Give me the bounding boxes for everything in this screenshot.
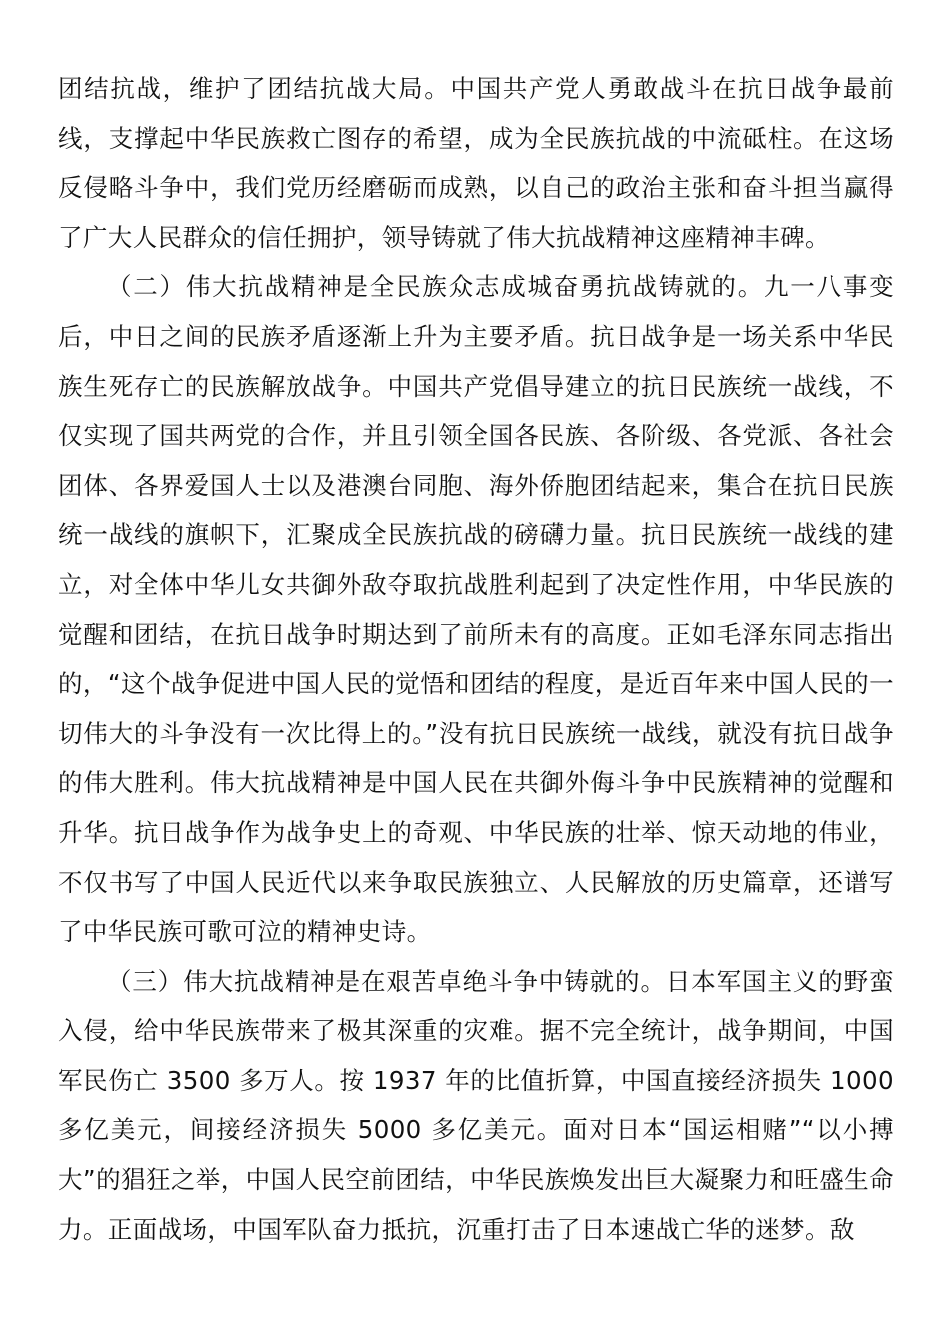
paragraph-section-three: （三）伟大抗战精神是在艰苦卓绝斗争中铸就的。日本军国主义的野蛮入侵，给中华民族带来了极其深重的灾难。据不完全统计，战争期间，中国军民伤亡 3500 多万人。按 1937 年的比值折算，中国直接经济损失 1000 多亿美元，间接经济损失 5000 多亿美元。面对日本“国运相赌”“以小搏大”的猖狂之举，中国人民空前团结，中华民族焕发出巨大凝聚力和旺盛生命力。正面战场，中国军队奋力抵抗，沉重打击了日本速战亡华的迷梦。敌 (58, 966, 894, 1244)
paragraph-section-two: （二）伟大抗战精神是全民族众志成城奋勇抗战铸就的。九一八事变后，中日之间的民族矛盾逐渐上升为主要矛盾。抗日战争是一场关系中华民族生死存亡的民族解放战争。中国共产党倡导建立的抗日民族统一战线，不仅实现了国共两党的合作，并且引领全国各民族、各阶级、各党派、各社会团体、各界爱国人士以及港澳台同胞、海外侨胞团结起来，集合在抗日民族统一战线的旗帜下，汇聚成全民族抗战的磅礴力量。抗日民族统一战线的建立，对全体中华儿女共御外敌夺取抗战胜利起到了决定性作用，中华民族的觉醒和团结，在抗日战争时期达到了前所未有的高度。正如毛泽东同志指出的，“这个战争促进中国人民的觉悟和团结的程度，是近百年来中国人民的一切伟大的斗争没有一次比得上的。”没有抗日民族统一战线，就没有抗日战争的伟大胜利。伟大抗战精神是中国人民在共御外侮斗争中民族精神的觉醒和升华。抗日战争作为战争史上的奇观、中华民族的壮举、惊天动地的伟业，不仅书写了中国人民近代以来争取民族独立、人民解放的历史篇章，还谱写了中华民族可歌可泣的精神史诗。 (58, 272, 894, 947)
paragraph-continuation: 团结抗战，维护了团结抗战大局。中国共产党人勇敢战斗在抗日战争最前线，支撑起中华民族救亡图存的希望，成为全民族抗战的中流砥柱。在这场反侵略斗争中，我们党历经磨砺而成熟，以自己的政治主张和奋斗担当赢得了广大人民群众的信任拥护，领导铸就了伟大抗战精神这座精神丰碑。 (58, 74, 894, 252)
document-body (58, 64, 894, 1254)
